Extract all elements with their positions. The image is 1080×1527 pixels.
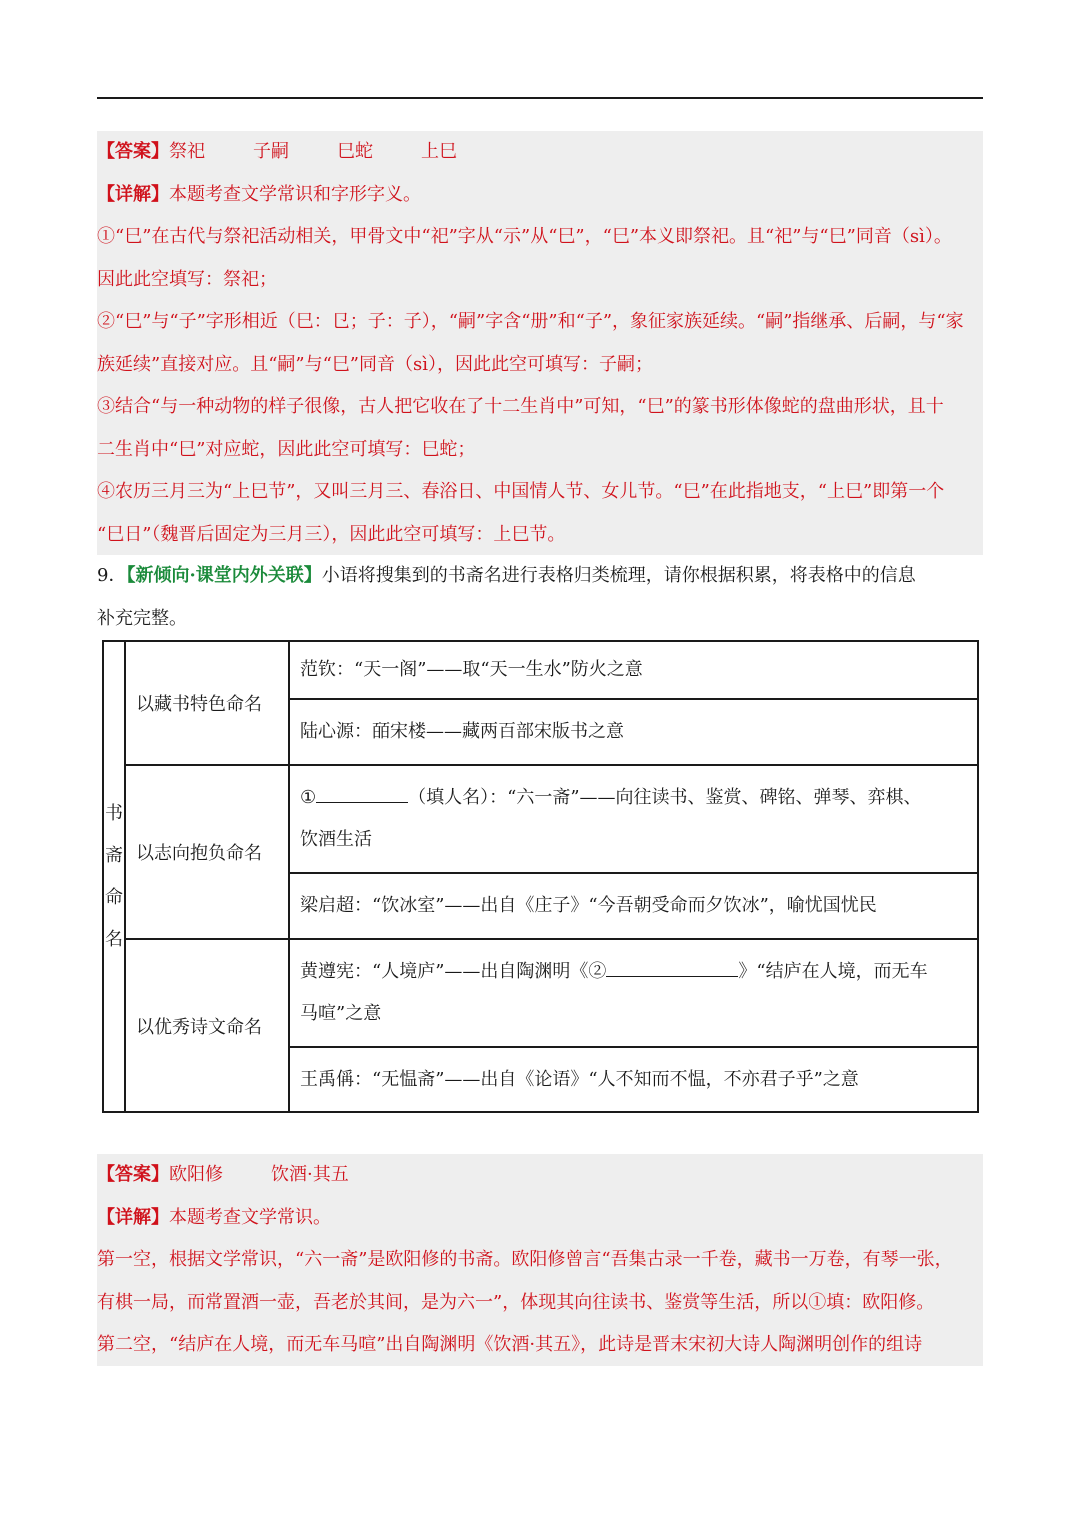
- explanation-line: 因此此空填写：祭祀；: [97, 268, 277, 290]
- question-number: 9．: [97, 565, 127, 586]
- question-line-1: [97, 555, 983, 598]
- blank-after-text: 》“结庐在人境，而无车: [738, 961, 928, 982]
- answer-item: 祭祀: [169, 141, 205, 162]
- table-cell-blank-2: [289, 939, 978, 1047]
- blank-line-2: 马喧”之意: [300, 1003, 382, 1024]
- main-header-char: 斋: [105, 844, 123, 866]
- answer-label: 【答案】: [97, 1164, 169, 1185]
- study-name-table: [102, 640, 979, 1113]
- explanation-line: 第二空，“结庐在人境，而无车马喧”出自陶渊明《饮酒·其五》，此诗是晋末宋初大诗人陶渊明创作的组诗: [97, 1334, 923, 1355]
- header-rule: [97, 97, 983, 99]
- answer-item: 巳蛇: [337, 141, 373, 162]
- answer-item: 饮酒·其五: [271, 1164, 349, 1185]
- fill-blank-1[interactable]: [316, 784, 408, 803]
- explanation-line: 族延续”直接对应。且“嗣”与“巳”同音（sì），因此此空可填写：子嗣；: [97, 353, 654, 375]
- question-9: [97, 555, 983, 640]
- main-header-char: 书: [105, 802, 123, 824]
- blank-before-text: 黄遵宪：“人境庐”——出自陶渊明《②: [300, 961, 607, 982]
- answer-line-1: [97, 131, 983, 174]
- explanation-line: ③结合“与一种动物的样子很像，古人把它收在了十二生肖中”可知，“巳”的篆书形体像蛇的盘曲形状，且十: [97, 396, 944, 417]
- explanation-line: ④农历三月三为“上巳节”，又叫三月三、春浴日、中国情人节、女儿节。“巳”在此指地支，“上巳”即第一个: [97, 481, 945, 502]
- question-text: 小语将搜集到的书斋名进行表格归类梳理，请你根据积累，将表格中的信息: [321, 565, 916, 586]
- detail-label: 【详解】: [97, 183, 169, 205]
- answer-block-2: [97, 1154, 983, 1366]
- detail-line-2: [97, 1197, 983, 1240]
- detail-text: 本题考查文学常识和字形字义。: [169, 183, 421, 205]
- category-cell: 以藏书特色命名: [125, 641, 289, 765]
- question-tag: 【新倾向·课堂内外关联】: [126, 565, 322, 586]
- blank-after-text: （填人名）：“六一斋”——向往读书、鉴赏、碑铭、弹琴、弈棋、: [408, 787, 922, 808]
- explanation-line: ①“巳”在古代与祭祀活动相关，甲骨文中“祀”字从“示”从“巳”，“巳”本义即祭祀。且“祀”与“巳”同音（sì）。: [97, 226, 952, 247]
- explanation-line: 二生肖中“巳”对应蛇，因此此空可填写：巳蛇；: [97, 438, 476, 460]
- explanation-line: ②“巳”与“子”字形相近（巳：㔾；子：子），“嗣”字含“册”和“子”，象征家族延续。“嗣”指继承、后嗣，与“家: [97, 311, 964, 332]
- answer-item: 上巳: [421, 141, 457, 162]
- table-cell: 王禹偁：“无愠斋”——出自《论语》“人不知而不愠，不亦君子乎”之意: [289, 1047, 978, 1112]
- blank-marker: ①: [300, 787, 317, 808]
- answer-item: 子嗣: [253, 141, 289, 162]
- answer-block-1: [97, 131, 983, 555]
- detail-text: 本题考查文学常识。: [169, 1206, 331, 1228]
- explanation-line: 有棋一局，而常置酒一壶，吾老於其间，是为六一”，体现其向往读书、鉴赏等生活，所以①填：欧阳修。: [97, 1291, 935, 1313]
- table-cell: 范钦：“天一阁”——取“天一生水”防火之意: [289, 641, 978, 699]
- detail-label: 【详解】: [97, 1206, 169, 1228]
- category-cell: 以优秀诗文命名: [125, 939, 289, 1112]
- answer-line-2: [97, 1154, 983, 1197]
- question-line-2: 补充完整。: [97, 607, 187, 629]
- explanation-line: 第一空，根据文学常识，“六一斋”是欧阳修的书斋。欧阳修曾言“吾集古录一千卷，藏书一万卷，有琴一张，: [97, 1249, 953, 1270]
- answer-label: 【答案】: [97, 141, 169, 162]
- table-cell-blank-1: [289, 765, 978, 873]
- answer-item: 欧阳修: [169, 1164, 223, 1185]
- main-header-char: 命: [105, 886, 123, 908]
- main-header-cell: [103, 641, 125, 1112]
- blank-line-2: 饮酒生活: [300, 829, 372, 850]
- explanation-line: “巳日”（魏晋后固定为三月三），因此此空可填写：上巳节。: [97, 523, 566, 545]
- detail-line-1: [97, 174, 983, 217]
- table-cell: 梁启超：“饮冰室”——出自《庄子》“今吾朝受命而夕饮冰”，喻忧国忧民: [289, 873, 978, 939]
- main-header-char: 名: [105, 928, 123, 950]
- category-cell: 以志向抱负命名: [125, 765, 289, 939]
- table-cell: 陆心源：皕宋楼——藏两百部宋版书之意: [289, 699, 978, 765]
- fill-blank-2[interactable]: [606, 958, 738, 977]
